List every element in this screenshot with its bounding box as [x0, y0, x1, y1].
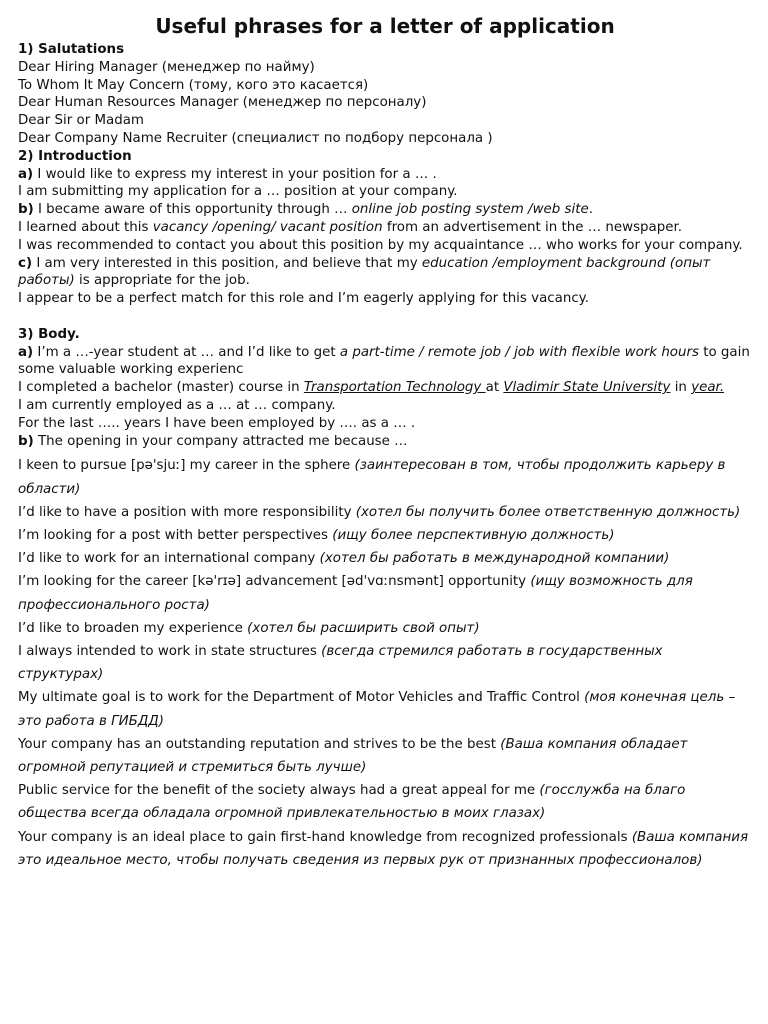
body-line: For the last ….. years I have been employed by …. as a … .: [18, 415, 416, 431]
phrase-item: [18, 686, 752, 732]
phrase-text: in: [670, 380, 692, 396]
phrase-translation: (моя конечная цель – это работа в ГИБДД): [18, 690, 736, 729]
intro-line-c: [18, 255, 752, 291]
phrase-item: [18, 501, 752, 524]
item-marker: a): [18, 166, 34, 182]
body-line: [18, 379, 752, 397]
phrase-translation: (хотел бы расширить свой опыт): [247, 620, 480, 636]
phrase-item: [18, 640, 752, 686]
phrase-translation: (госслужба на благо общества всегда обладала огромной привлекательностью в моих глазах): [18, 783, 686, 822]
intro-line: I am submitting my application for a … position at your company.: [18, 184, 458, 200]
phrase-text: I became aware of this opportunity through …: [33, 202, 352, 218]
phrase-text: .: [588, 202, 593, 218]
section-heading-introduction: 2) Introduction: [18, 148, 132, 164]
salutation-line: Dear Hiring Manager (менеджер по найму): [18, 59, 315, 75]
phrase-text: is appropriate for the job.: [74, 273, 250, 289]
item-marker: a): [18, 344, 34, 360]
section-heading-salutations: 1) Salutations: [18, 42, 125, 57]
item-marker: b): [18, 433, 34, 449]
phrase-item: [18, 570, 752, 616]
phrase-item: [18, 826, 752, 872]
phrase-text: The opening in your company attracted me because …: [33, 433, 408, 449]
phrase-item: [18, 524, 752, 547]
phrase-english: I’m looking for a post with better perspectives: [18, 527, 333, 543]
salutation-line: To Whom It May Concern (тому, кого это касается): [18, 77, 369, 93]
phrase-italic: a part-time / remote job / job with flexible work hours: [339, 344, 699, 360]
course-name: Transportation Technology: [303, 380, 486, 396]
phrase-italic: vacancy /opening/ vacant position: [152, 219, 383, 235]
salutation-line: Dear Company Name Recruiter (специалист по подбору персонала ): [18, 130, 493, 146]
phrase-english: I’d like to broaden my experience: [18, 620, 248, 636]
phrase-english: I’d like to have a position with more responsibility: [18, 504, 356, 520]
phrase-item: [18, 547, 752, 570]
phrase-english: I keen to pursue [pə'sjuː] my career in the sphere: [18, 458, 355, 474]
phrase-text: I learned about this: [18, 219, 153, 235]
intro-line-b: [18, 201, 752, 219]
document-page: [18, 14, 752, 872]
item-marker: c): [18, 255, 33, 271]
phrase-text: at: [485, 380, 504, 396]
intro-line-a: [18, 166, 752, 184]
intro-line: [18, 219, 752, 237]
body-line-a: [18, 344, 752, 380]
item-marker: b): [18, 202, 34, 218]
phrase-item: [18, 454, 752, 500]
phrase-italic: education /employment background (опыт работы): [18, 255, 711, 289]
phrase-text: from an advertisement in the … newspaper.: [382, 219, 683, 235]
phrase-translation: (ищу возможность для профессионального роста): [18, 574, 693, 613]
body-line-b: [18, 433, 752, 451]
phrase-translation: (хотел бы работать в международной компании): [319, 551, 670, 567]
phrase-english: Your company is an ideal place to gain first-hand knowledge from recognized professionals: [18, 829, 632, 845]
section-heading-body: 3) Body.: [18, 326, 80, 342]
intro-line: I appear to be a perfect match for this role and I’m eagerly applying for this vacancy.: [18, 291, 589, 307]
phrase-english: My ultimate goal is to work for the Department of Motor Vehicles and Traffic Control: [18, 690, 585, 706]
phrase-item: [18, 617, 752, 640]
blank-line: [18, 308, 752, 326]
phrase-english: I’d like to work for an international company: [18, 551, 320, 567]
phrase-text: I am very interested in this position, and believe that my: [32, 255, 422, 271]
phrase-text: I would like to express my interest in your position for a … .: [33, 166, 437, 182]
phrase-text: I completed a bachelor (master) course in: [18, 380, 304, 396]
phrase-translation: (Ваша компания это идеальное место, чтобы получать сведения из первых рук от признанных профессионалов): [18, 829, 748, 868]
year-placeholder: year.: [691, 380, 725, 396]
phrase-text: I’m a …-year student at … and I’d like to get: [33, 344, 340, 360]
salutation-line: Dear Sir or Madam: [18, 113, 144, 129]
body-line: I am currently employed as a … at … company.: [18, 397, 336, 413]
phrase-item: [18, 733, 752, 779]
phrase-translation: (ищу более перспективную должность): [332, 527, 615, 543]
phrase-translation: (Ваша компания обладает огромной репутацией и стремиться быть лучше): [18, 736, 688, 775]
phrase-italic: online job posting system /web site: [351, 202, 589, 218]
phrase-english: Your company has an outstanding reputation and strives to be the best: [18, 736, 501, 752]
phrase-translation: (заинтересован в том, чтобы продолжить карьеру в области): [18, 458, 726, 497]
phrase-english: Public service for the benefit of the society always had a great appeal for me: [18, 783, 540, 799]
phrase-english: I always intended to work in state structures: [18, 643, 322, 659]
phrase-translation: (всегда стремился работать в государственных структурах): [18, 643, 663, 683]
salutation-line: Dear Human Resources Manager (менеджер по персоналу): [18, 95, 427, 111]
phrase-text: to gain some valuable working experienc: [18, 344, 750, 378]
phrase-item: [18, 779, 752, 825]
page-title: Useful phrases for a letter of application: [155, 14, 615, 38]
university-name: Vladimir State University: [503, 380, 671, 396]
phrase-translation: (хотел бы получить более ответственную должность): [355, 504, 741, 520]
phrase-english: I’m looking for the career [kə'rɪə] advancement [əd'vɑːnsmənt] opportunity: [18, 574, 531, 590]
intro-line: I was recommended to contact you about this position by my acquaintance … who works for your company.: [18, 237, 743, 253]
